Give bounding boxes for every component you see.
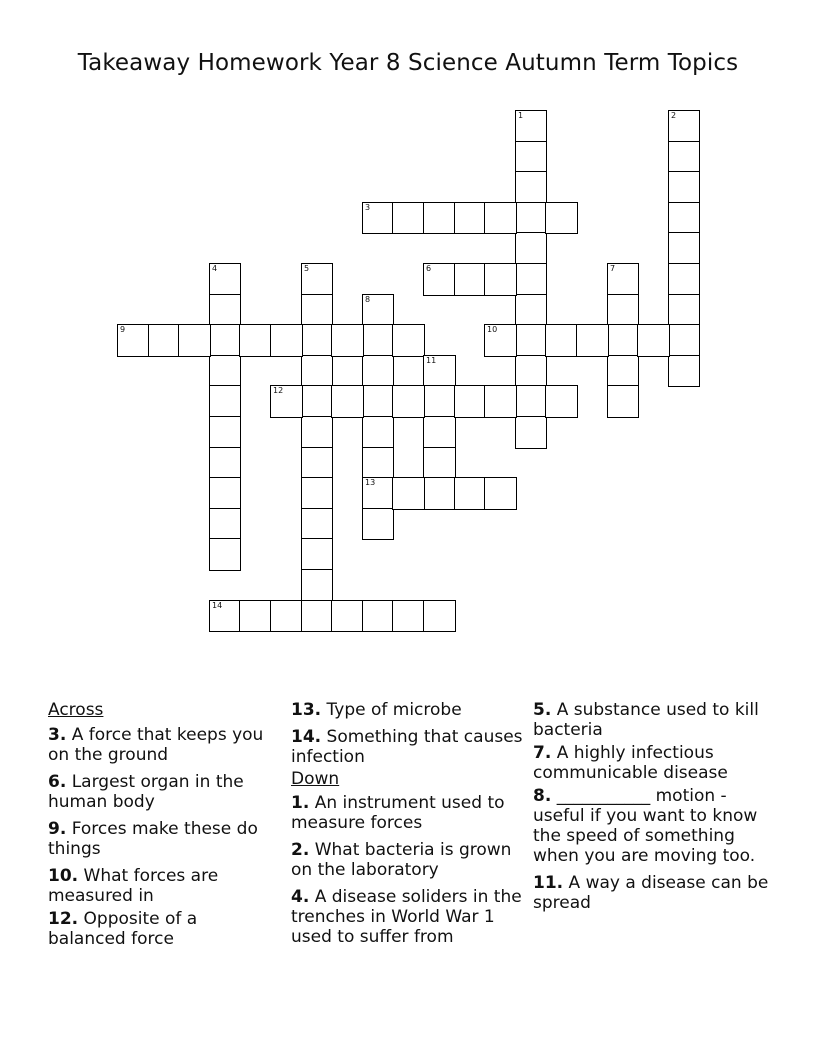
grid-cell[interactable] xyxy=(270,385,303,418)
clue-number: 5 xyxy=(304,264,310,273)
grid-cell[interactable] xyxy=(209,263,241,296)
clue-number: 7 xyxy=(610,264,616,273)
clue-number: 3 xyxy=(365,203,371,212)
grid-cell[interactable] xyxy=(515,385,547,418)
grid-cell[interactable] xyxy=(423,202,456,234)
grid-cell[interactable] xyxy=(331,385,364,418)
grid-cell[interactable] xyxy=(301,324,333,357)
grid-cell[interactable] xyxy=(545,202,578,234)
grid-cell[interactable] xyxy=(545,324,578,357)
clue-across-13: 13. Type of microbe xyxy=(291,700,462,720)
grid-cell[interactable] xyxy=(576,324,609,357)
grid-cell[interactable] xyxy=(515,294,547,326)
grid-cell[interactable] xyxy=(484,263,517,296)
grid-cell[interactable] xyxy=(423,355,456,387)
clue-across-10: 10. What forces are measured in xyxy=(48,866,219,906)
grid-cell[interactable] xyxy=(545,385,578,418)
grid-cell[interactable] xyxy=(392,202,425,234)
grid-cell[interactable] xyxy=(209,416,241,449)
page-title: Takeaway Homework Year 8 Science Autumn Term Topics xyxy=(77,50,739,76)
grid-cell[interactable] xyxy=(239,324,272,357)
clue-number: 10 xyxy=(487,325,498,334)
grid-cell[interactable] xyxy=(668,110,700,143)
grid-cell[interactable] xyxy=(484,477,517,510)
grid-cell[interactable] xyxy=(301,600,333,632)
grid-cell[interactable] xyxy=(209,508,241,540)
clue-across-14: 14. Something that causes infection xyxy=(291,727,523,767)
grid-cell[interactable] xyxy=(668,171,700,204)
grid-cell[interactable] xyxy=(423,385,456,418)
clue-number: 8 xyxy=(365,295,371,304)
grid-cell[interactable] xyxy=(301,447,333,479)
grid-cell[interactable] xyxy=(362,294,394,326)
grid-cell[interactable] xyxy=(392,385,425,418)
grid-cell[interactable] xyxy=(301,263,333,296)
clue-across-3: 3. A force that keeps you on the ground xyxy=(48,725,264,765)
grid-cell[interactable] xyxy=(301,355,333,387)
grid-cell[interactable] xyxy=(270,324,303,357)
grid-cell[interactable] xyxy=(668,355,700,387)
grid-cell[interactable] xyxy=(607,263,639,296)
grid-cell[interactable] xyxy=(392,600,425,632)
clue-down-11: 11. A way a disease can be spread xyxy=(533,873,769,913)
across-heading: Across xyxy=(48,700,104,720)
grid-cell[interactable] xyxy=(362,600,394,632)
clue-number: 14 xyxy=(212,601,223,610)
clue-down-5: 5. A substance used to kill bacteria xyxy=(533,700,759,740)
clue-number: 12 xyxy=(273,386,284,395)
grid-cell[interactable] xyxy=(362,508,394,540)
down-heading: Down xyxy=(291,769,340,789)
grid-cell[interactable] xyxy=(515,202,547,234)
clue-number: 4 xyxy=(212,264,218,273)
grid-cell[interactable] xyxy=(301,416,333,449)
clue-number: 11 xyxy=(426,356,437,365)
clue-column-1 xyxy=(48,700,278,956)
grid-cell[interactable] xyxy=(454,477,486,510)
clue-down-4: 4. A disease soliders in the trenches in World War 1 used to suffer from xyxy=(291,887,522,947)
grid-cell[interactable] xyxy=(515,416,547,449)
grid-cell[interactable] xyxy=(178,324,211,357)
grid-cell[interactable] xyxy=(423,477,456,510)
grid-cell[interactable] xyxy=(301,538,333,571)
grid-cell[interactable] xyxy=(668,294,700,326)
grid-cell[interactable] xyxy=(239,600,272,632)
grid-cell[interactable] xyxy=(668,202,700,234)
clue-down-2: 2. What bacteria is grown on the laboratory xyxy=(291,840,512,880)
clue-number: 13 xyxy=(365,478,376,487)
grid-cell[interactable] xyxy=(515,141,547,173)
grid-cell[interactable] xyxy=(301,477,333,510)
grid-cell[interactable] xyxy=(454,202,486,234)
grid-cell[interactable] xyxy=(362,324,394,357)
grid-cell[interactable] xyxy=(423,416,456,449)
grid-cell[interactable] xyxy=(454,385,486,418)
grid-cell[interactable] xyxy=(423,447,456,479)
grid-cell[interactable] xyxy=(362,202,394,234)
grid-cell[interactable] xyxy=(209,477,241,510)
grid-cell[interactable] xyxy=(668,141,700,173)
grid-cell[interactable] xyxy=(209,324,241,357)
grid-cell[interactable] xyxy=(362,385,394,418)
grid-cell[interactable] xyxy=(515,263,547,296)
grid-cell[interactable] xyxy=(301,508,333,540)
grid-cell[interactable] xyxy=(454,263,486,296)
grid-cell[interactable] xyxy=(637,324,670,357)
grid-cell[interactable] xyxy=(515,171,547,204)
grid-cell[interactable] xyxy=(484,385,517,418)
grid-cell[interactable] xyxy=(668,232,700,265)
grid-cell[interactable] xyxy=(301,385,333,418)
grid-cell[interactable] xyxy=(423,600,456,632)
grid-cell[interactable] xyxy=(607,294,639,326)
grid-cell[interactable] xyxy=(331,600,364,632)
grid-cell[interactable] xyxy=(148,324,180,357)
clue-down-1: 1. An instrument used to measure forces xyxy=(291,793,505,833)
grid-cell[interactable] xyxy=(301,569,333,602)
grid-cell[interactable] xyxy=(117,324,150,357)
clue-down-8: 8. ___________ motion - useful if you want to know the speed of something when you are moving too. xyxy=(533,786,758,866)
grid-cell[interactable] xyxy=(209,294,241,326)
clue-number: 6 xyxy=(426,264,432,273)
grid-cell[interactable] xyxy=(209,355,241,387)
grid-cell[interactable] xyxy=(515,324,547,357)
grid-cell[interactable] xyxy=(209,538,241,571)
clue-across-9: 9. Forces make these do things xyxy=(48,819,258,859)
grid-cell[interactable] xyxy=(362,477,394,510)
grid-cell[interactable] xyxy=(301,294,333,326)
grid-cell[interactable] xyxy=(484,324,517,357)
grid-cell[interactable] xyxy=(484,202,517,234)
grid-cell[interactable] xyxy=(209,385,241,418)
grid-cell[interactable] xyxy=(607,324,639,357)
grid-cell[interactable] xyxy=(392,477,425,510)
grid-cell[interactable] xyxy=(392,324,425,357)
clue-number: 9 xyxy=(120,325,126,334)
grid-cell[interactable] xyxy=(331,324,364,357)
clue-across-12: 12. Opposite of a balanced force xyxy=(48,909,198,949)
clue-across-6: 6. Largest organ in the human body xyxy=(48,772,244,812)
clue-column-2 xyxy=(291,700,529,954)
grid-cell[interactable] xyxy=(668,324,700,357)
grid-cell[interactable] xyxy=(515,232,547,265)
clue-number: 2 xyxy=(671,111,677,120)
grid-cell[interactable] xyxy=(423,263,456,296)
grid-cell[interactable] xyxy=(209,600,241,632)
grid-cell[interactable] xyxy=(515,110,547,143)
grid-cell[interactable] xyxy=(607,355,639,387)
grid-cell[interactable] xyxy=(270,600,303,632)
grid-cell[interactable] xyxy=(362,416,394,449)
grid-cell[interactable] xyxy=(362,355,394,387)
clue-down-7: 7. A highly infectious communicable disease xyxy=(533,743,728,783)
grid-cell[interactable] xyxy=(668,263,700,296)
grid-cell[interactable] xyxy=(362,447,394,479)
clue-column-3 xyxy=(533,700,773,920)
grid-cell[interactable] xyxy=(607,385,639,418)
clue-number: 1 xyxy=(518,111,524,120)
grid-cell[interactable] xyxy=(515,355,547,387)
grid-cell[interactable] xyxy=(209,447,241,479)
